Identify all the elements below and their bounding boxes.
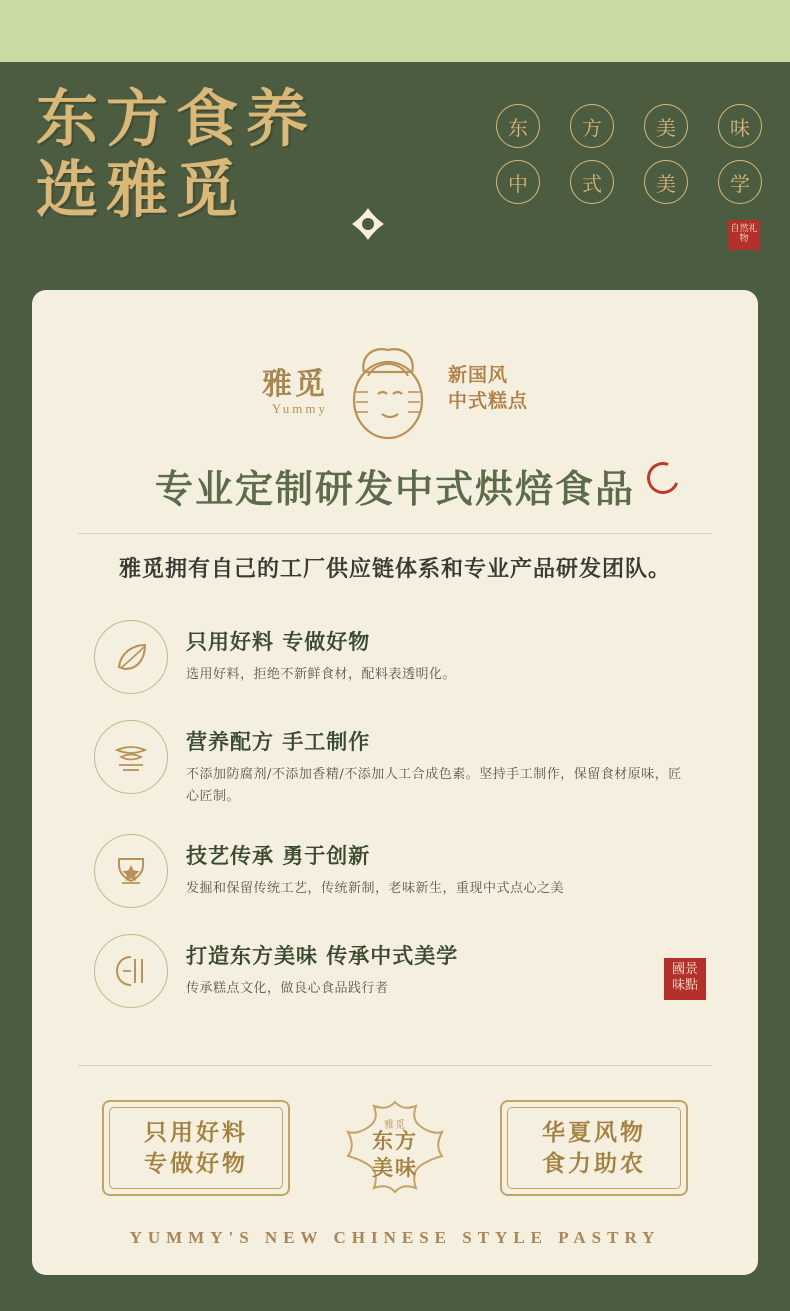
medal-icon [94, 834, 168, 908]
stamp-left [102, 1100, 290, 1196]
feature-title: 技艺传承 勇于创新 [186, 843, 371, 868]
stamp-right-line-2: 食力助农 [542, 1150, 646, 1177]
divider-bottom [78, 1065, 712, 1066]
stamp-middle-line-2: 美味 [372, 1155, 418, 1180]
poster-header [0, 62, 790, 290]
headline-line-2: 选雅觅 [36, 153, 247, 226]
stamp-left-line-1: 只用好料 [144, 1119, 248, 1146]
headline-line-1: 东方食养 [36, 82, 317, 155]
badge-item: 中 [496, 160, 540, 204]
footer-tagline: YUMMY'S NEW CHINESE STYLE PASTRY [129, 1228, 661, 1247]
stamp-middle-text [372, 1115, 418, 1181]
header-seal-stamp: 自然礼物 [728, 220, 760, 250]
feature-body [186, 834, 714, 900]
stamp-left-text [144, 1117, 248, 1179]
stamp-middle [332, 1098, 458, 1198]
feature-body [186, 934, 714, 1000]
feature-item [94, 620, 714, 694]
feature-title: 只用好料 专做好物 [186, 629, 371, 654]
feature-desc: 发掘和保留传统工艺，传统新制，老味新生，重现中式点心之美 [186, 881, 565, 896]
feature-title: 营养配方 手工制作 [186, 729, 371, 754]
content-card [32, 290, 758, 1275]
scroll-icon [94, 720, 168, 794]
badge-item: 东 [496, 104, 540, 148]
brand-tagline-line-1: 新国风 [447, 364, 508, 386]
stamp-right-text [542, 1117, 646, 1179]
badge-item: 味 [718, 104, 762, 148]
card-subtitle: 雅觅拥有自己的工厂供应链体系和专业产品研发团队。 [118, 556, 671, 582]
feature-item [94, 720, 714, 808]
feature-list [94, 620, 714, 1034]
stamp-middle-logo: 雅觅 [384, 1120, 406, 1131]
feature-body [186, 620, 714, 686]
badge-item: 式 [570, 160, 614, 204]
badge-item: 美 [644, 104, 688, 148]
feature-desc: 不添加防腐剂/不添加香精/不添加人工合成色素。坚持手工制作，保留食材原味，匠心匠制。 [186, 767, 682, 804]
badge-item: 学 [718, 160, 762, 204]
chef-logo-icon [338, 332, 438, 444]
brand-name-cn: 雅觅 [261, 367, 328, 402]
feature-desc: 传承糕点文化，做良心食品践行者 [186, 981, 389, 996]
brand-row [32, 332, 758, 444]
card-seal-stamp: 國景味點 [664, 958, 706, 1000]
main-headline [36, 84, 466, 226]
feature-item [94, 834, 714, 908]
feature-item [94, 934, 714, 1008]
feature-desc: 选用好料，拒绝不新鲜食材，配料表透明化。 [186, 667, 457, 682]
diamond-icon [348, 204, 388, 244]
brand-tagline-line-2: 中式糕点 [447, 390, 528, 412]
badge-row-2 [496, 160, 768, 204]
stamp-right [500, 1100, 688, 1196]
brand-name-en: Yummy [271, 401, 328, 416]
brand-tagline [448, 362, 528, 414]
leaf-icon [94, 620, 168, 694]
badge-item: 方 [570, 104, 614, 148]
feature-body [186, 720, 714, 808]
stamp-left-line-2: 专做好物 [144, 1150, 248, 1177]
pastry-icon [94, 934, 168, 1008]
stamp-right-line-1: 华夏风物 [542, 1119, 646, 1146]
stamp-row [32, 1098, 758, 1198]
stamp-middle-line-1: 东方 [372, 1128, 418, 1153]
badge-row-1 [496, 104, 768, 148]
divider-top [78, 533, 712, 534]
badge-grid [496, 104, 768, 216]
brand-name [262, 359, 328, 417]
card-headline: 专业定制研发中式烘焙食品 [154, 466, 635, 511]
badge-item: 美 [644, 160, 688, 204]
feature-title: 打造东方美味 传承中式美学 [186, 943, 459, 968]
